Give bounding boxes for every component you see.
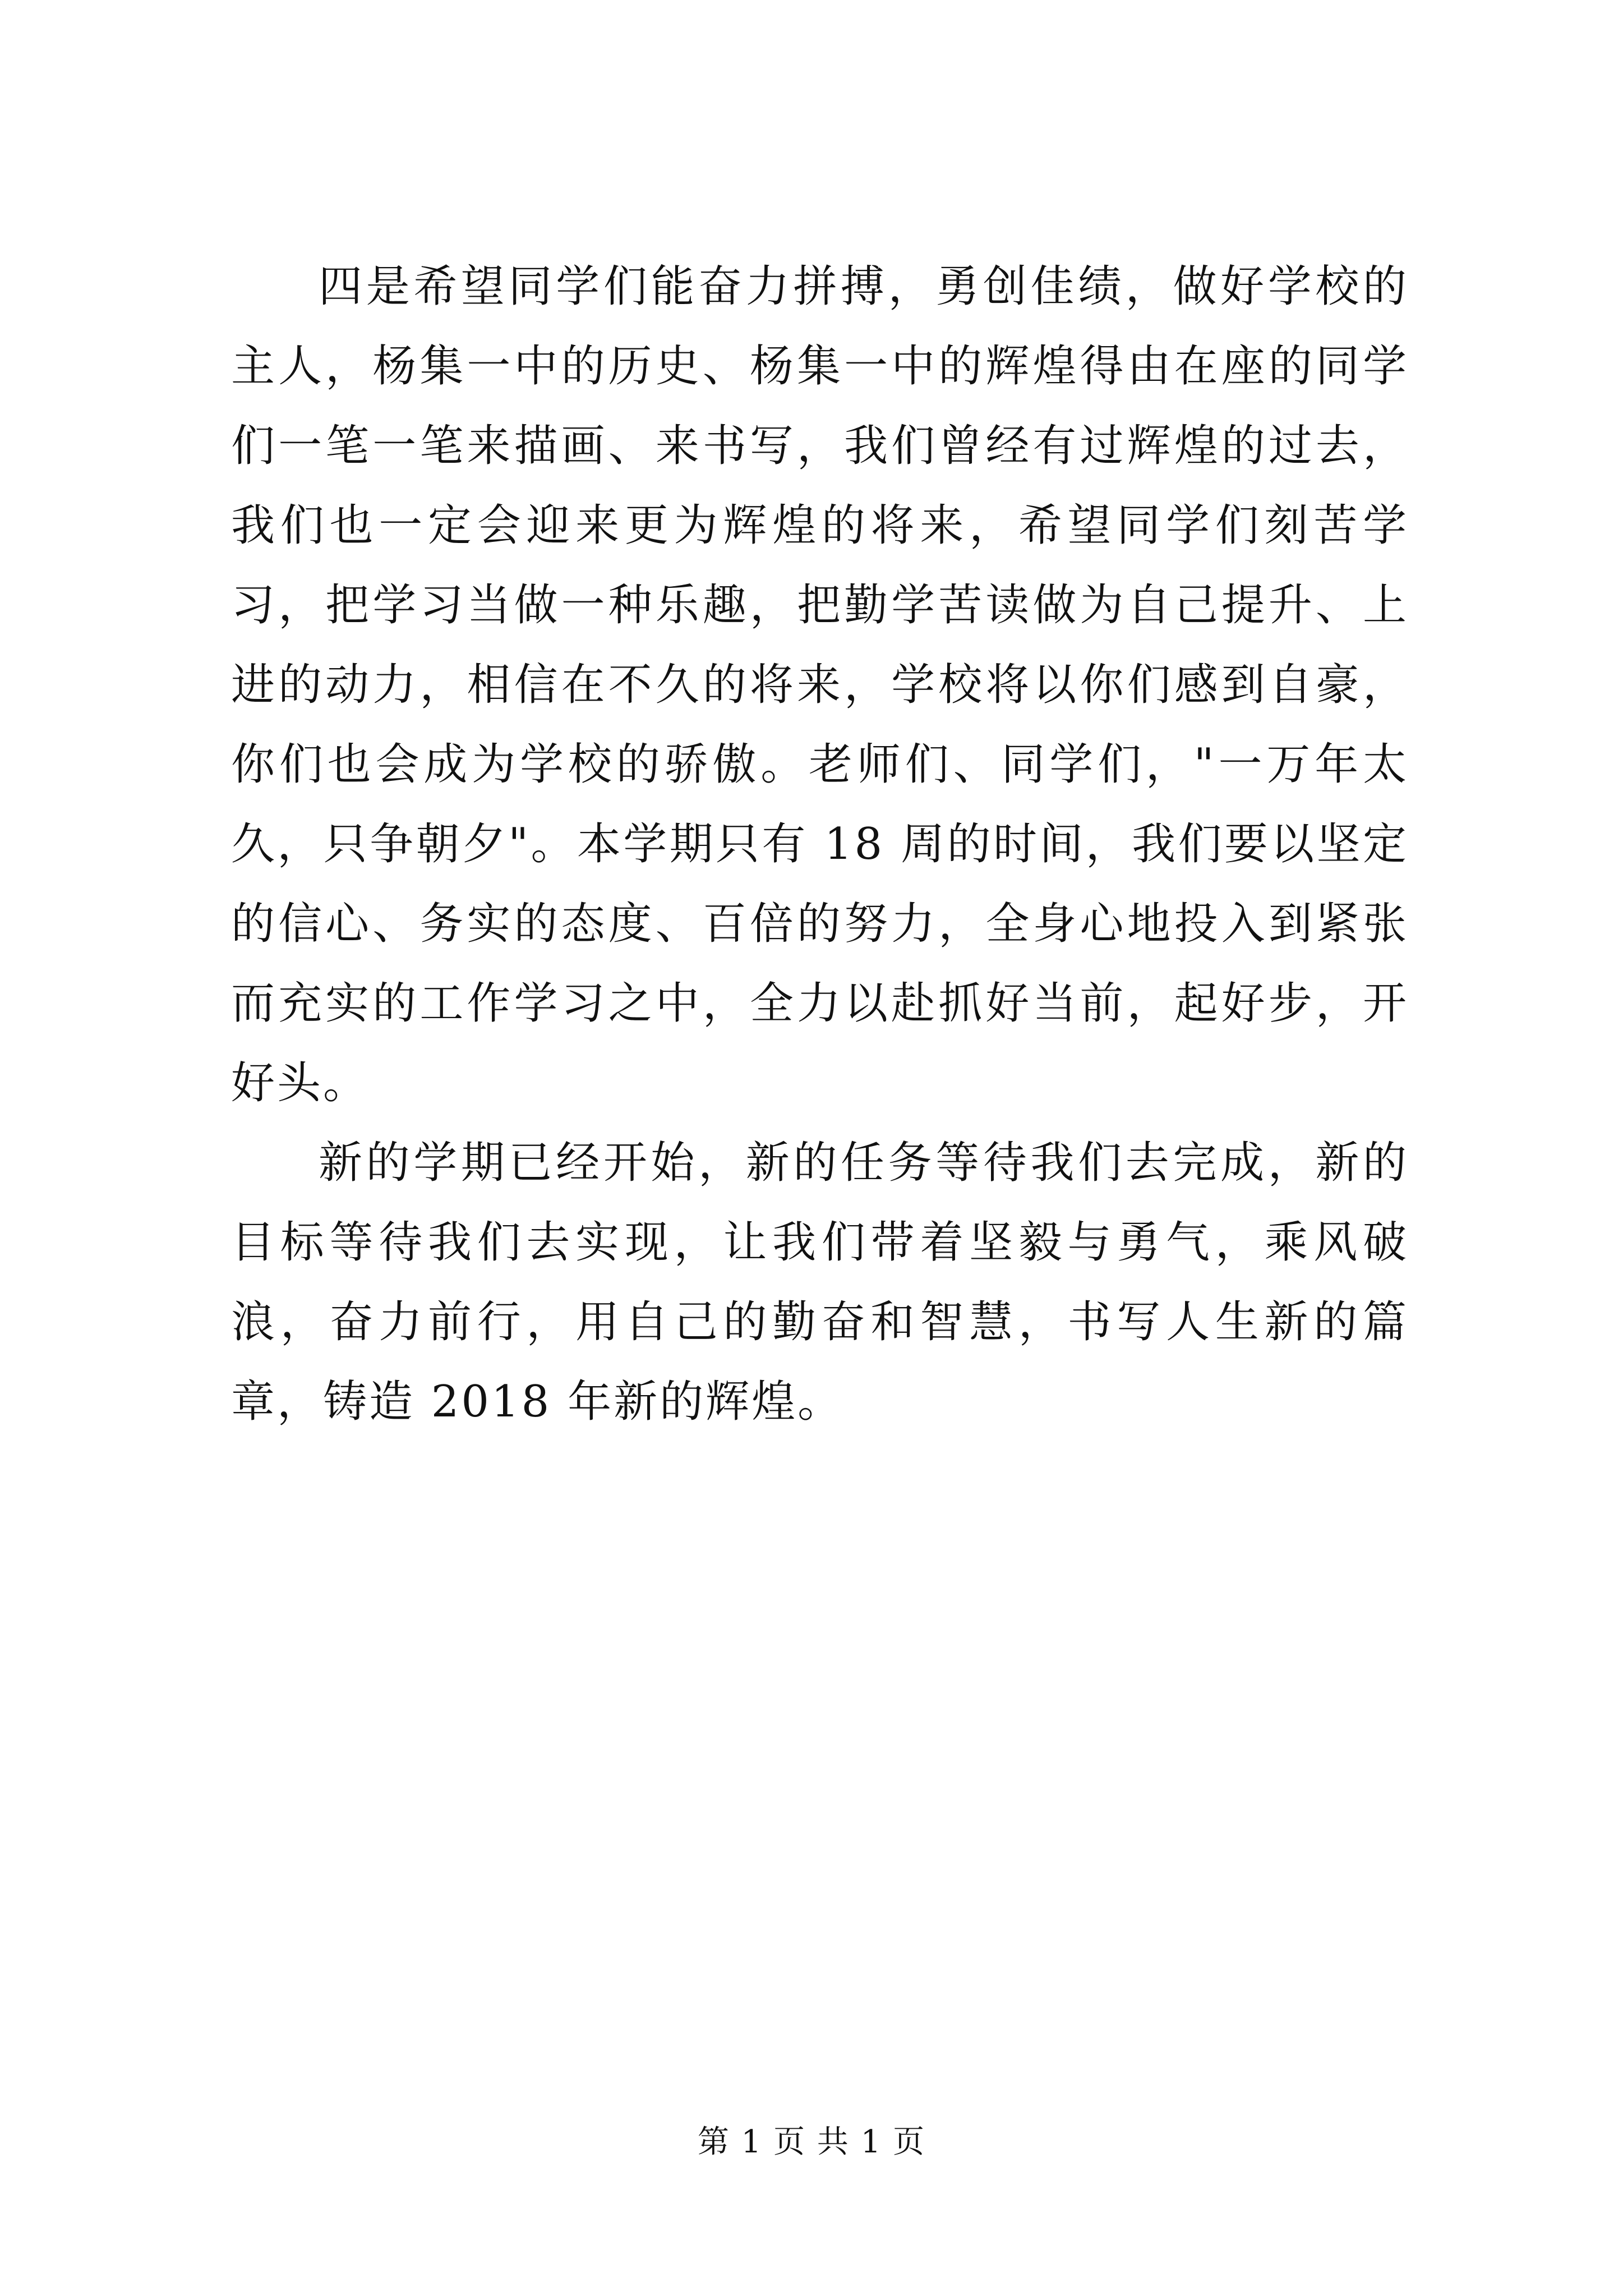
page-footer: 第 1 页 共 1 页 bbox=[697, 2124, 926, 2160]
document-body bbox=[231, 247, 1409, 1442]
paragraph-2: 新的学期已经开始，新的任务等待我们去完成，新的目标等待我们去实现，让我们带着坚毅与勇气，乘风破浪，奋力前行，用自己的勤奋和智慧，书写人生新的篇章，铸造 2018 年新的辉煌。 bbox=[231, 1138, 1409, 1427]
paragraph-1: 四是希望同学们能奋力拼搏，勇创佳绩，做好学校的主人，杨集一中的历史、杨集一中的辉煌得由在座的同学们一笔一笔来描画、来书写，我们曾经有过辉煌的过去，我们也一定会迎来更为辉煌的将来，希望同学们刻苦学习，把学习当做一种乐趣，把勤学苦读做为自己提升、上进的动力，相信在不久的将来，学校将以你们感到自豪，你们也会成为学校的骄傲。老师们、同学们，"一万年太久，只争朝夕"。本学期只有 18 周的时间，我们要以坚定的信心、务实的态度、百倍的努力，全身心地投入到紧张而充实的工作学习之中，全力以赴抓好当前，起好步，开好头。 bbox=[231, 261, 1409, 1108]
